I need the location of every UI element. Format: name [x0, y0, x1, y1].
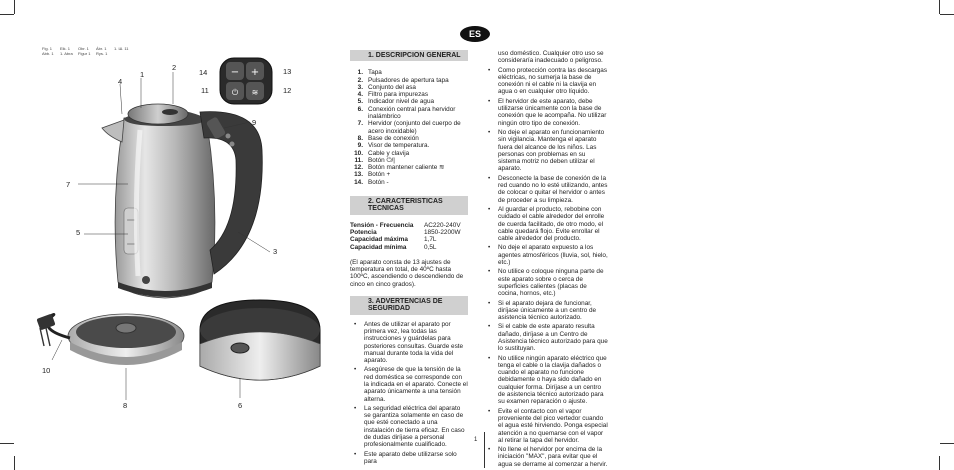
callout-11: 11 [201, 86, 209, 95]
part-item [350, 135, 468, 142]
spec-label: Potencia [350, 228, 377, 236]
temperature-note: (El aparato consta de 13 ajustes de temperatura en total, de 40ºC hasta 100ºC, ascendiendo o descendiendo de cinco en cinco grados). [350, 258, 464, 288]
part-item [350, 142, 468, 149]
warnings-list [484, 67, 608, 468]
callout-9: 9 [252, 118, 257, 127]
parts-list [350, 69, 468, 186]
crop-mark [927, 0, 940, 14]
warning-item: • No deje el aparato expuesto a los agentes atmosféricos (lluvia, sol, hielo, etc.) [484, 244, 608, 266]
warning-item: • Desconecte la base de conexión de la red cuando no lo esté utilizando, antes de colocar o quitar el hervidor o antes de proceder a su limpieza. [484, 175, 608, 204]
minus-button: − [230, 67, 240, 78]
language-badge: ES [460, 26, 490, 42]
crop-mark [940, 14, 954, 27]
part-item [350, 98, 468, 105]
warning-item: • Evite el contacto con el vapor proveniente del pico vertedor cuando el agua esté hirviendo. Ponga especial atención a no quemarse con el vapor al retirar la tapa del hervidor. [484, 408, 608, 444]
part-item [350, 69, 468, 76]
crop-mark [940, 443, 954, 456]
spec-label: Capacidad máxima [350, 236, 408, 244]
specs-table [350, 222, 468, 251]
warning-item: • No utilice o coloque ninguna parte de este aparato sobre o cerca de superficies calientes (placas de cocina, hornos, etc.) [484, 268, 608, 297]
fig-note: Fig. 1 Abb. 1 [42, 46, 54, 56]
column-left [350, 50, 468, 467]
part-item [350, 171, 468, 178]
fig-note: 1. Ш. 11 [114, 46, 129, 51]
plus-button: + [250, 67, 260, 78]
part-label: Botón - [368, 178, 389, 186]
part-label: Visor de temperatura. [368, 142, 430, 150]
fig-note: Eik. 1 1. Abra [60, 46, 73, 56]
part-number: 9. [357, 142, 363, 150]
part-number: 10. [354, 149, 363, 157]
column-right [484, 50, 608, 470]
part-label: Filtro para impurezas [368, 91, 429, 99]
part-item [350, 179, 468, 186]
part-item [350, 164, 468, 171]
part-item [350, 106, 468, 121]
part-item [350, 77, 468, 84]
kettle-body [102, 104, 262, 298]
spec-row [350, 244, 468, 251]
fig-note: Ábr. 1 Rys. 1 [96, 46, 108, 56]
part-number: 8. [357, 134, 363, 142]
callout-8: 8 [123, 401, 128, 410]
callout-3: 3 [273, 247, 278, 256]
spec-value: 1850-2200W [424, 228, 461, 236]
part-label: Botón ⏻/| [368, 156, 395, 164]
section-title: 1. DESCRIPCION GENERAL [350, 50, 468, 61]
divider [484, 432, 485, 468]
warning-item: • No utilice ningún aparato eléctrico que tenga el cable o la clavija dañados o cuando el aparato no funcione debidamente o haya sido dañado en cualquier forma. Diríjase a un centro de asistencia técnico autorizado para su examen reparación o ajuste. [484, 355, 608, 406]
part-label: Hervidor (conjunto del cuerpo de acero inoxidable) [368, 120, 461, 135]
callout-1: 1 [140, 70, 145, 79]
callout-12: 12 [283, 86, 292, 95]
part-number: 5. [357, 98, 363, 106]
part-label: Conexión central para hervidor inalámbrico [368, 105, 456, 121]
warning-item: • Este aparato debe utilizarse solo para [350, 451, 468, 466]
keep-warm-icon: ≋ [251, 88, 259, 97]
callout-13: 13 [283, 67, 292, 76]
warnings-list [350, 321, 468, 466]
part-number: 3. [357, 83, 363, 91]
callout-10: 10 [42, 366, 51, 375]
part-item [350, 91, 468, 98]
warning-item: • Asegúrese de que la tensión de la red doméstica se corresponde con la indicada en el aparato. Conecte el aparato únicamente a una tensión alterna. [350, 366, 468, 402]
callout-7: 7 [66, 180, 71, 189]
part-item [350, 120, 468, 135]
part-number: 14. [354, 178, 363, 186]
spec-row [350, 229, 468, 236]
spec-value: AC220-240V [424, 221, 461, 229]
connection-base [36, 314, 184, 365]
warning-item: • Al guardar el producto, rebobine con cuidado el cable alrededor del enrolle de cuerda facilitado, de otro modo, el cable quedará flojo. Evite enrollar el cable alrededor del producto. [484, 206, 608, 242]
part-label: Botón mantener caliente ≋ [368, 164, 445, 172]
spec-value: 0,5L [424, 243, 437, 251]
spec-label: Capacidad mínima [350, 243, 407, 251]
part-number: 12. [354, 164, 363, 172]
control-panel [220, 58, 272, 104]
part-label: Base de conexión [368, 134, 419, 142]
spec-row [350, 222, 468, 229]
part-label: Cable y clavija [368, 149, 410, 157]
warning-item: • No deje el aparato en funcionamiento sin vigilancia. Mantenga el aparato fuera del alcance de los niños. Las personas con problemas en su sistema motriz no deben utilizar el aparato. [484, 129, 608, 173]
warning-item: • Como protección contra las descargas eléctricas, no sumerja la base de conexión ni el cable ni la clavija en agua o en cualquier otro líquido. [484, 67, 608, 96]
part-label: Tapa [368, 69, 382, 77]
warning-item: • Si el aparato dejara de funcionar, diríjase únicamente a un centro de asistencia técnico autorizado. [484, 300, 608, 322]
section-title: 3. ADVERTENCIAS DE SEGURIDAD [350, 296, 468, 315]
spec-row [350, 236, 468, 243]
part-number: 11. [354, 156, 363, 164]
part-label: Pulsadores de apertura tapa [368, 76, 449, 84]
part-label: Conjunto del asa [368, 83, 416, 91]
part-number: 7. [357, 120, 363, 128]
part-number: 2. [357, 76, 363, 84]
part-number: 1. [357, 69, 363, 77]
part-label: Indicador nivel de agua [368, 98, 435, 106]
part-number: 13. [354, 171, 363, 179]
callout-2: 2 [172, 63, 177, 72]
warning-item: • Antes de utilizar el aparato por primera vez, lea todas las instrucciones y guárdelas para posteriores consultas. Guarde este manual durante toda la vida del aparato. [350, 321, 468, 365]
warning-item: • No llene el hervidor por encima de la iniciación "MAX", para evitar que el agua se derrame al comenzar a hervir. [484, 446, 608, 468]
warning-item: • El hervidor de este aparato, debe utilizarse únicamente con la base de conexión que le acompaña. No utilizar ningún otro tipo de conexión. [484, 98, 608, 127]
section-title: 2. CARACTERISTICAS TECNICAS [350, 196, 468, 215]
page-number: 1 [474, 437, 478, 443]
callout-5: 5 [76, 228, 81, 237]
part-item [350, 84, 468, 91]
callout-6: 6 [238, 401, 243, 410]
warning-item: • Si el cable de este aparato resulta dañado, diríjase a un Centro de Asistencia técnico autorizado para que lo sustituyan. [484, 323, 608, 352]
part-label: Botón + [368, 171, 391, 179]
continuation-text: uso doméstico. Cualquier otro uso se consideraría inadecuado o peligroso. [498, 50, 604, 65]
part-item [350, 157, 468, 164]
spec-value: 1,7L [424, 236, 437, 244]
callout-14: 14 [199, 68, 208, 77]
fig-note: Obr. 1 Figur 1 [78, 46, 91, 56]
spec-label: Tensión - Frecuencia [350, 221, 414, 229]
callout-4: 4 [118, 77, 123, 86]
kettle-bottom [200, 300, 320, 380]
part-item [350, 150, 468, 157]
part-number: 6. [357, 105, 363, 113]
warning-item: • La seguridad eléctrica del aparato se garantiza solamente en caso de que esté conectado a una instalación de tierra eficaz. En caso de dudas diríjase a personal profesionalmente cualificado. [350, 405, 468, 449]
crop-mark [927, 456, 940, 470]
power-icon: ⏻ [231, 88, 239, 97]
part-number: 4. [357, 91, 363, 99]
